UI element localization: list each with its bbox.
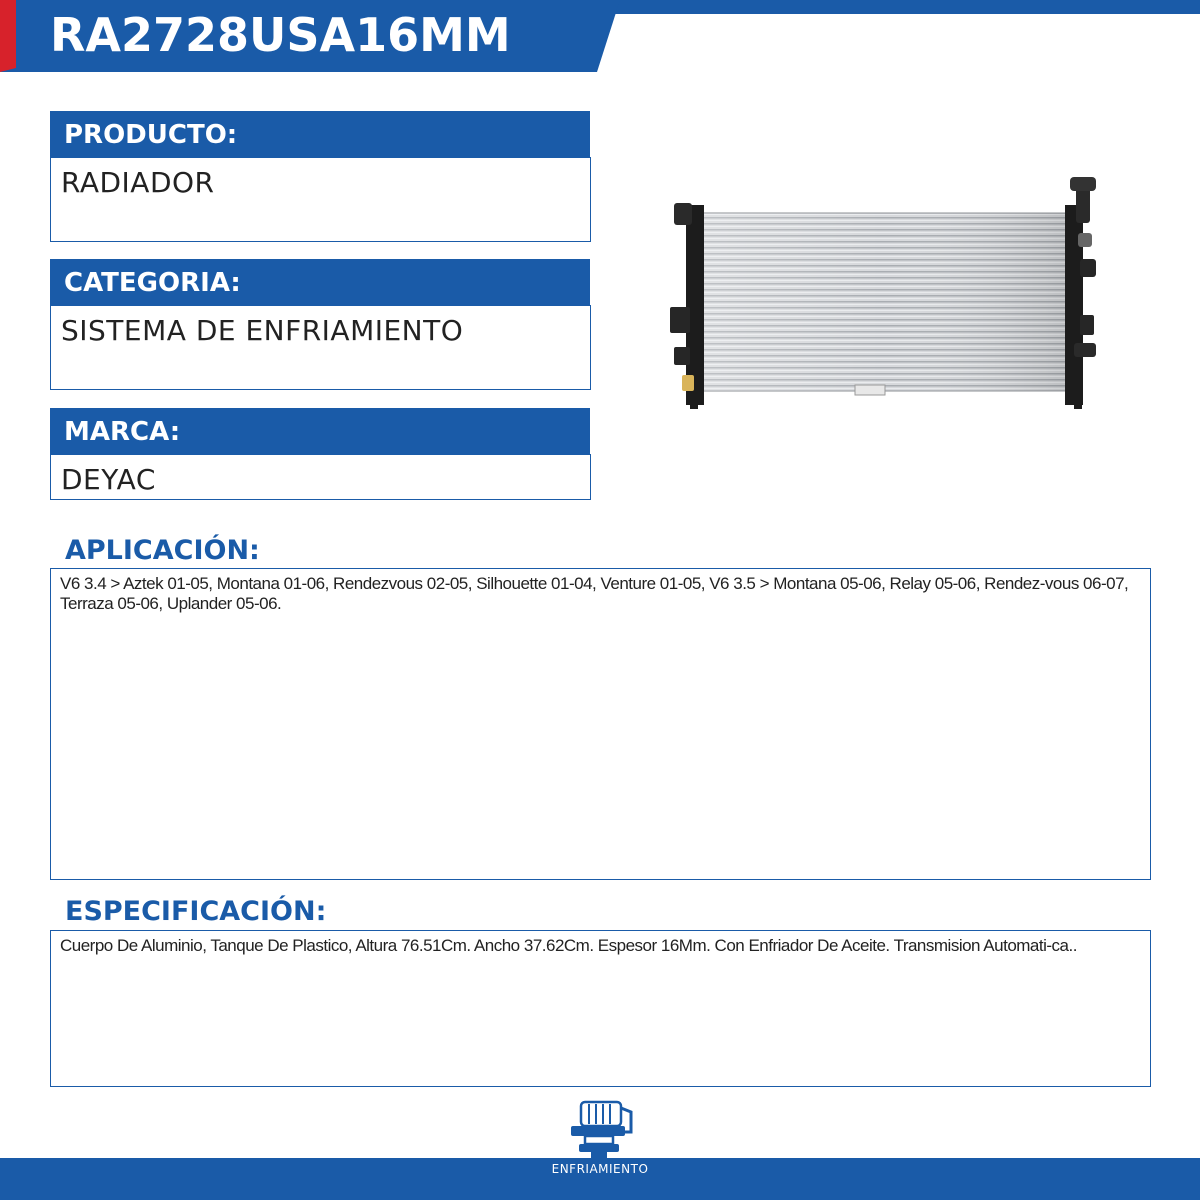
especificacion-text: Cuerpo De Aluminio, Tanque De Plastico, Altura 76.51Cm. Ancho 37.62Cm. Espesor 16Mm. Con Enfriador De Aceite. Transmision Automati-ca.. [60, 936, 1077, 955]
part-number-title: RA2728USA16MM [50, 8, 511, 62]
footer-category-label: ENFRIAMIENTO [551, 1162, 649, 1176]
especificacion-heading: ESPECIFICACIÓN: [65, 896, 327, 927]
marca-value: DEYAC [50, 454, 591, 500]
radiator-fan-icon [565, 1098, 639, 1164]
marca-label: MARCA: [50, 408, 590, 454]
aplicacion-box [50, 568, 1151, 880]
especificacion-box [50, 930, 1151, 1087]
producto-label: PRODUCTO: [50, 111, 590, 157]
aplicacion-heading: APLICACIÓN: [65, 535, 260, 566]
categoria-label: CATEGORIA: [50, 259, 590, 305]
categoria-value: SISTEMA DE ENFRIAMIENTO [50, 305, 591, 390]
radiator-product-image [660, 175, 1120, 415]
producto-value: RADIADOR [50, 157, 591, 242]
aplicacion-text: V6 3.4 > Aztek 01-05, Montana 01-06, Rendezvous 02-05, Silhouette 01-04, Venture 01-05, V6 3.5 > Montana 05-06, Relay 05-06, Rendez-vous 06-07, Terraza 05-06, Uplander 05-06. [60, 574, 1129, 613]
